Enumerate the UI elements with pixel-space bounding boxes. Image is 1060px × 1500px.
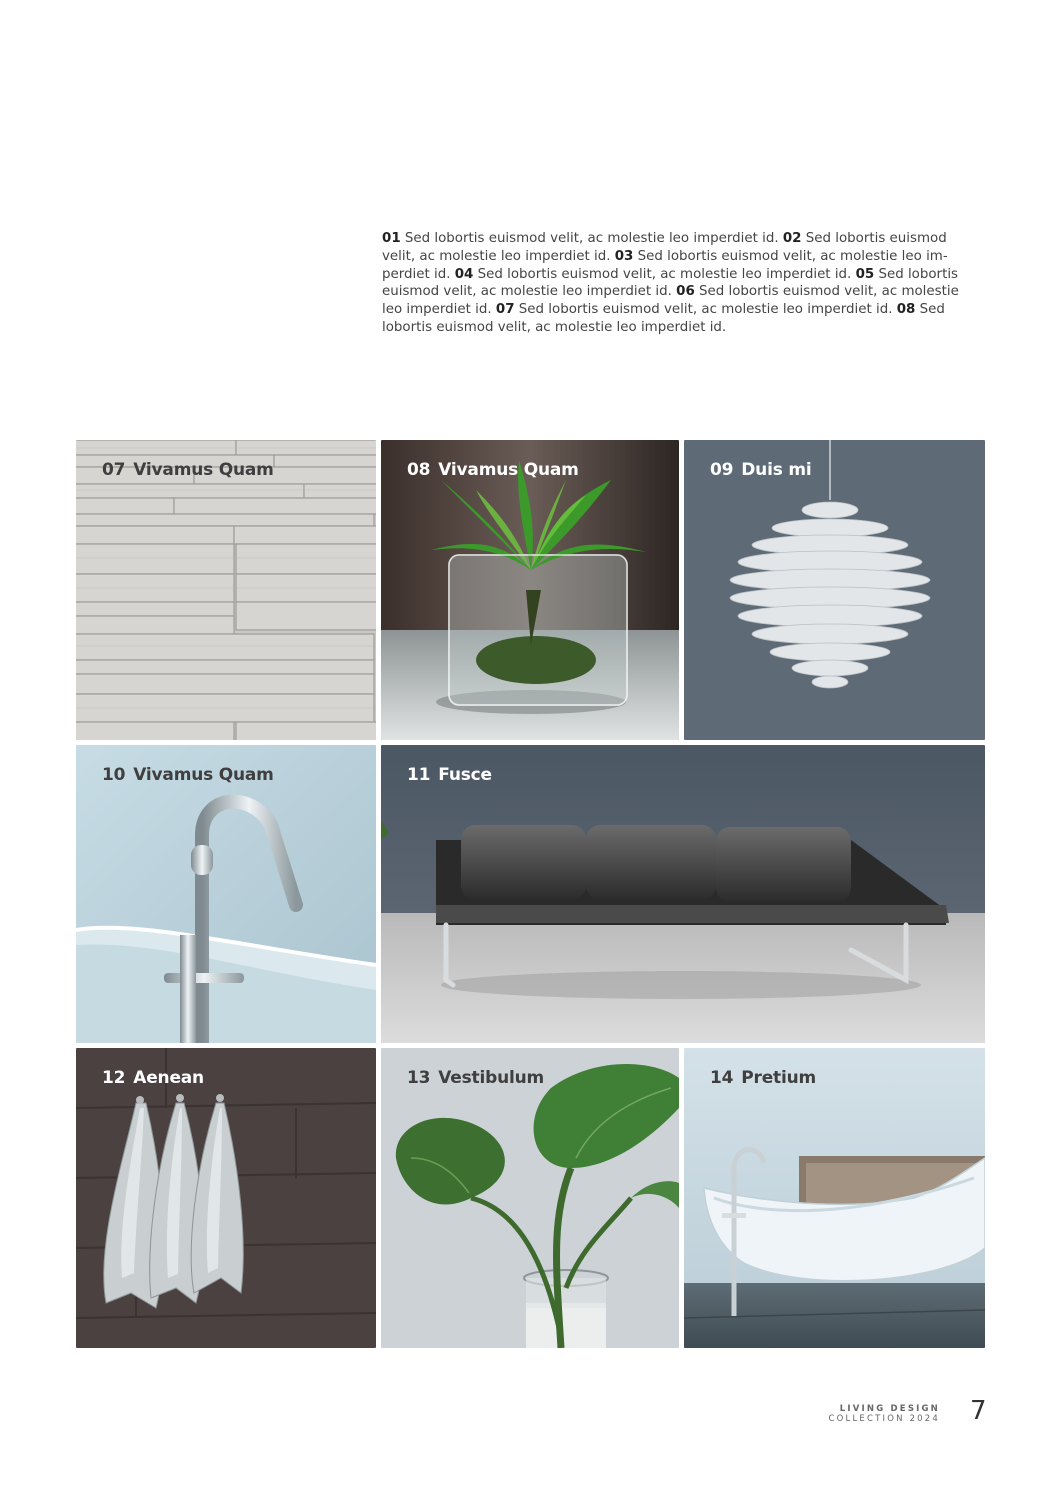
intro-text: Sed lobortis euismod velit, ac molestie leo imperdiet id. [382,284,959,318]
intro-text: Sed lobortis euismod velit, ac molestie leo imperdiet id. [382,231,947,264]
bathtub-image [684,1048,985,1348]
tile-title: Fusce [438,765,492,785]
tile-title: Vivamus Quam [133,765,274,785]
tile-number: 14 [710,1068,734,1088]
tile-title: Vivamus Quam [133,460,274,480]
sofa-image [381,745,985,1043]
tile-caption [102,765,274,785]
intro-text: Sed lobortis euismod velit, ac molestie leo im-perdiet id. [382,248,948,282]
photo-tile-towels[interactable] [76,1048,376,1348]
intro-text: Sed lobortis euismod velit, ac molestie leo imperdiet id. [473,266,856,282]
tile-number: 10 [102,765,126,785]
intro-num: 08 [896,302,916,318]
plant-glass-image [381,440,679,740]
tile-number: 07 [102,460,126,480]
tile-caption [407,765,492,785]
tile-title: Duis mi [741,460,812,480]
intro-num: 02 [782,231,802,246]
intro-text: Sed lobortis euismod velit, ac molestie leo imperdiet id. [382,266,959,300]
faucet-image [76,745,376,1043]
tile-caption [710,1068,816,1088]
pendant-lamp-image [684,440,985,740]
tile-number: 11 [407,765,431,785]
tile-number: 12 [102,1068,126,1088]
tile-title: Aenean [133,1068,204,1088]
photo-tile-bathtub[interactable] [684,1048,985,1348]
tile-number: 09 [710,460,734,480]
photo-tile-plant-glass[interactable] [381,440,679,740]
footer-brand: LIVING DESIGN [839,1404,940,1414]
tile-caption [102,460,274,480]
tile-caption [710,460,812,480]
photo-tile-sofa[interactable] [381,745,985,1043]
photo-tile-pendant-lamp[interactable] [684,440,985,740]
towels-image [76,1048,376,1348]
intro-num: 03 [614,248,634,264]
tile-number: 08 [407,460,431,480]
photo-tile-leaf-plant[interactable] [381,1048,679,1348]
tile-title: Vestibulum [438,1068,545,1088]
tile-title: Pretium [741,1068,817,1088]
intro-num: 07 [495,302,515,318]
tile-number: 13 [407,1068,431,1088]
stone-wall-image [76,440,376,740]
photo-tile-stone-wall[interactable] [76,440,376,740]
page-number: 7 [970,1396,987,1426]
intro-text: Sed lobortis euismod velit, ac molestie leo imperdiet id. [514,302,897,318]
intro-num: 04 [454,266,474,282]
intro-text: Sed lobortis euismod velit, ac molestie leo imperdiet id. [382,302,945,335]
intro-num: 05 [855,266,875,282]
intro-num: 01 [382,231,401,246]
leaf-plant-image [381,1048,679,1348]
tile-caption [102,1068,204,1088]
intro-num: 06 [676,284,695,300]
tile-caption [407,1068,544,1088]
footer-collection: COLLECTION 2024 [828,1414,940,1424]
photo-tile-faucet[interactable] [76,745,376,1043]
tile-caption [407,460,579,480]
tile-title: Vivamus Quam [438,460,579,480]
intro-text: Sed lobortis euismod velit, ac molestie leo imperdiet id. [400,231,783,246]
